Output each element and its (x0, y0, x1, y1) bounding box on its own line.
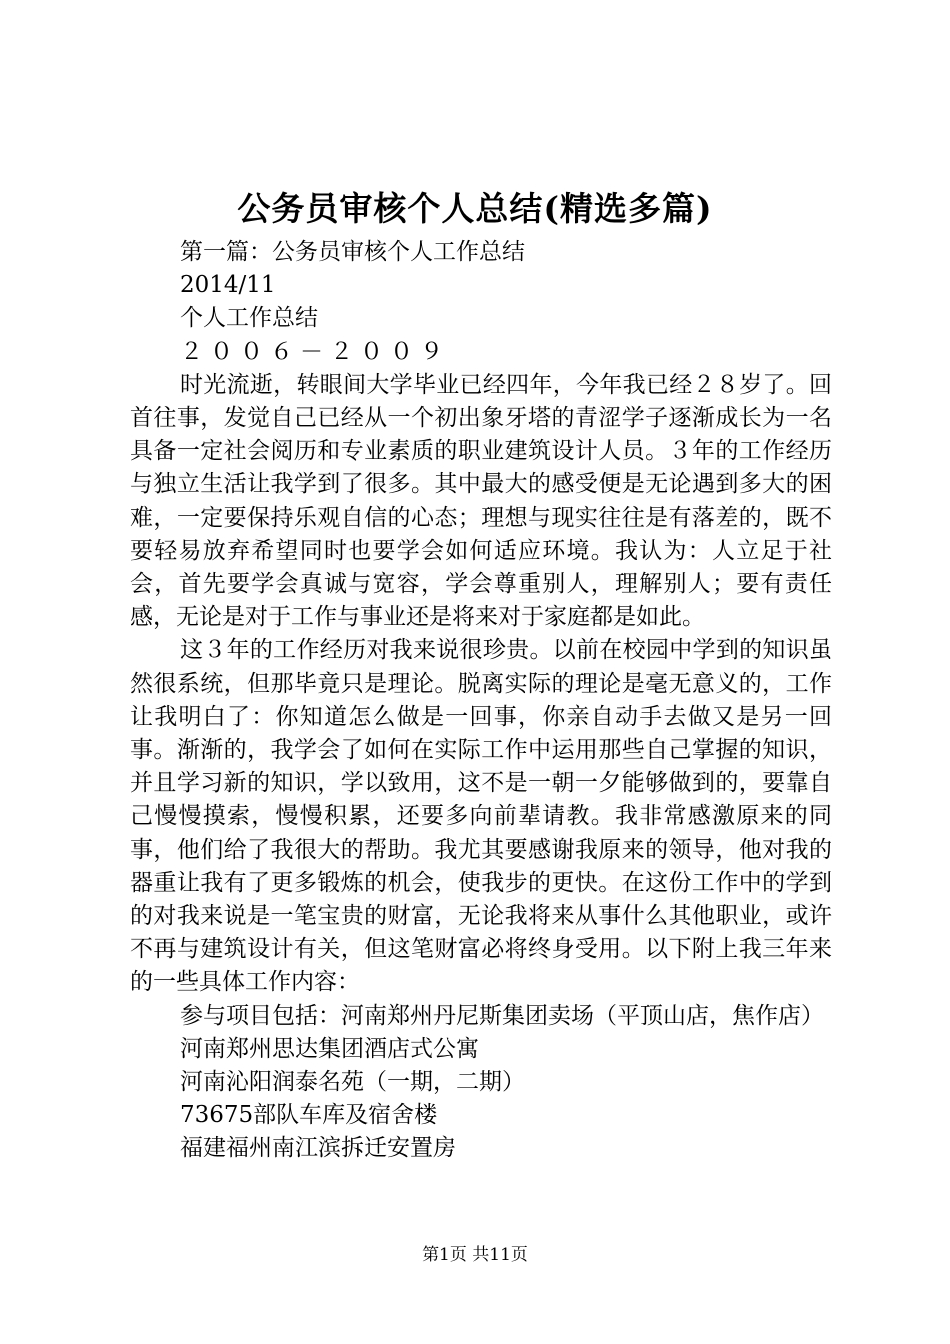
project-item: 73675部队车库及宿舍楼 (180, 1102, 438, 1129)
project-item: 河南沁阳润泰名苑（一期，二期） (180, 1069, 525, 1096)
section-heading: 第一篇：公务员审核个人工作总结 (180, 239, 525, 265)
document-title: 公务员审核个人总结(精选多篇) (237, 189, 713, 228)
project-item: 河南郑州思达集团酒店式公寓 (180, 1035, 479, 1062)
paragraph-2: 这３年的工作经历对我来说很珍贵。以前在校园中学到的知识虽然很系统，但那毕竟只是理论。脱离实际的理论是毫无意义的，工作让我明白了：你知道怎么做是一回事，你亲自动手去做又是另一回事。渐渐的，我学会了如何在实际工作中运用那些自己掌握的知识，并且学习新的知识，学以致用，这不是一朝一夕能够做到的，要靠自己慢慢摸索，慢慢积累，还要多向前辈请教。我非常感激原来的同事，他们给了我很大的帮助。我尤其要感谢我原来的领导，他对我的器重让我有了更多锻炼的机会，使我步的更快。在这份工作中的学到的对我来说是一笔宝贵的财富，无论我将来从事什么其他职业，或许不再与建筑设计有关，但这笔财富必将终身受用。以下附上我三年来的一些具体工作内容： (130, 637, 832, 996)
date-line: 2014/11 (180, 272, 276, 299)
project-item: 福建福州南江滨拆迁安置房 (180, 1135, 456, 1162)
paragraph-3: 参与项目包括：河南郑州丹尼斯集团卖场（平顶山店，焦作店） (180, 1002, 824, 1029)
year-range-line: ２００６－２００９ (180, 338, 450, 365)
paragraph-1: 时光流逝，转眼间大学毕业已经四年，今年我已经２８岁了。回首往事，发觉自己已经从一个初出象牙塔的青涩学子逐渐成长为一名具备一定社会阅历和专业素质的职业建筑设计人员。３年的工作经历与独立生活让我学到了很多。其中最大的感受便是无论遇到多大的困难，一定要保持乐观自信的心态；理想与现实往往是有落差的，既不要轻易放弃希望同时也要学会如何适应环境。我认为：人立足于社会，首先要学会真诚与宽容，学会尊重别人，理解别人；要有责任感，无论是对于工作与事业还是将来对于家庭都是如此。 (130, 371, 832, 631)
page-number-footer: 第1页 共11页 (422, 1245, 528, 1265)
subtitle-line: 个人工作总结 (180, 305, 318, 332)
document-body (130, 236, 832, 1166)
